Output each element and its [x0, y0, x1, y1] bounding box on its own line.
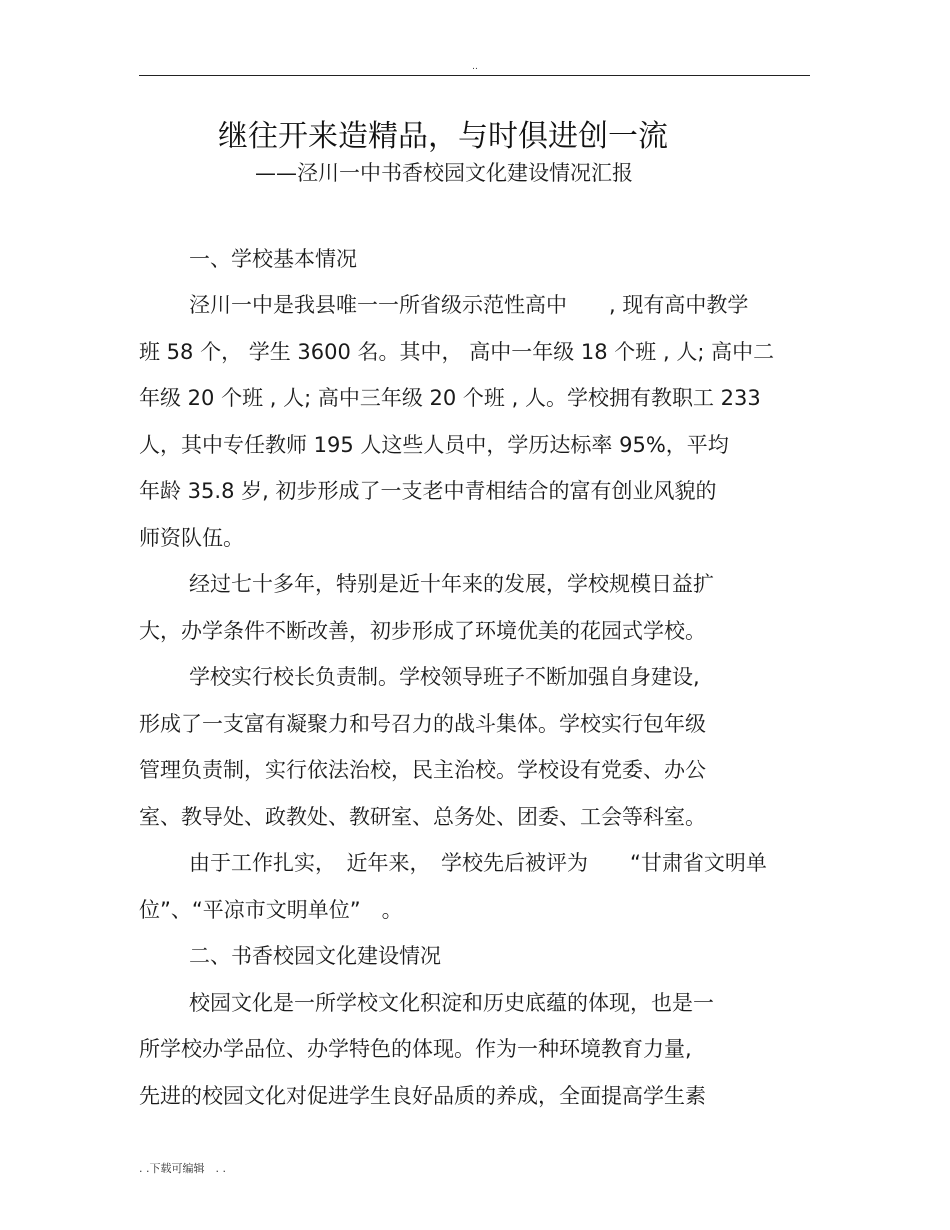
text-line: 经过七十多年，特别是近十年来的发展，学校规模日益扩: [189, 572, 714, 596]
text-line: 人，其中专任教师 195 人这些人员中，学历达标率 95%，平均: [139, 433, 729, 457]
text-line: 由于工作扎实， 近年来， 学校先后被评为 “甘肃省文明单: [189, 851, 767, 875]
header-dots: ..: [472, 62, 478, 72]
text-line: 学校实行校长负责制。学校领导班子不断加强自身建设,: [189, 665, 700, 689]
text-line: 所学校办学品位、办学特色的体现。作为一种环境教育力量,: [139, 1037, 692, 1061]
text-line: 年龄 35.8 岁, 初步形成了一支老中青相结合的富有创业风貌的: [139, 479, 717, 503]
text-line: 班 58 个， 学生 3600 名。其中， 高中一年级 18 个班 , 人; 高中二: [139, 340, 775, 364]
text-line: 师资队伍。: [139, 526, 244, 550]
text-line: 管理负责制，实行依法治校，民主治校。学校设有党委、办公: [139, 758, 706, 782]
document-subtitle: ——泾川一中书香校园文化建设情况汇报: [255, 161, 633, 185]
section-heading: 二、书香校园文化建设情况: [189, 944, 441, 968]
text-line: 位”、“平凉市文明单位” 。: [139, 898, 403, 922]
text-line: 大，办学条件不断改善，初步形成了环境优美的花园式学校。: [139, 619, 706, 643]
text-line: 形成了一支富有凝聚力和号召力的战斗集体。学校实行包年级: [139, 712, 706, 736]
text-line: 室、教导处、政教处、教研室、总务处、团委、工会等科室。: [139, 805, 706, 829]
text-line: 泾川一中是我县唯一一所省级示范性高中 , 现有高中教学: [189, 293, 749, 317]
text-line: 年级 20 个班 , 人; 高中三年级 20 个班 , 人。学校拥有教职工 233: [139, 386, 761, 410]
section-heading: 一、学校基本情况: [189, 247, 357, 271]
document-title: 继往开来造精品，与时俱进创一流: [218, 119, 668, 154]
text-line: 校园文化是一所学校文化积淀和历史底蕴的体现，也是一: [189, 991, 714, 1015]
footer-note: . .下载可编辑 . .: [139, 1162, 226, 1175]
text-line: 先进的校园文化对促进学生良好品质的养成，全面提高学生素: [139, 1084, 706, 1108]
header-rule: [139, 75, 810, 76]
